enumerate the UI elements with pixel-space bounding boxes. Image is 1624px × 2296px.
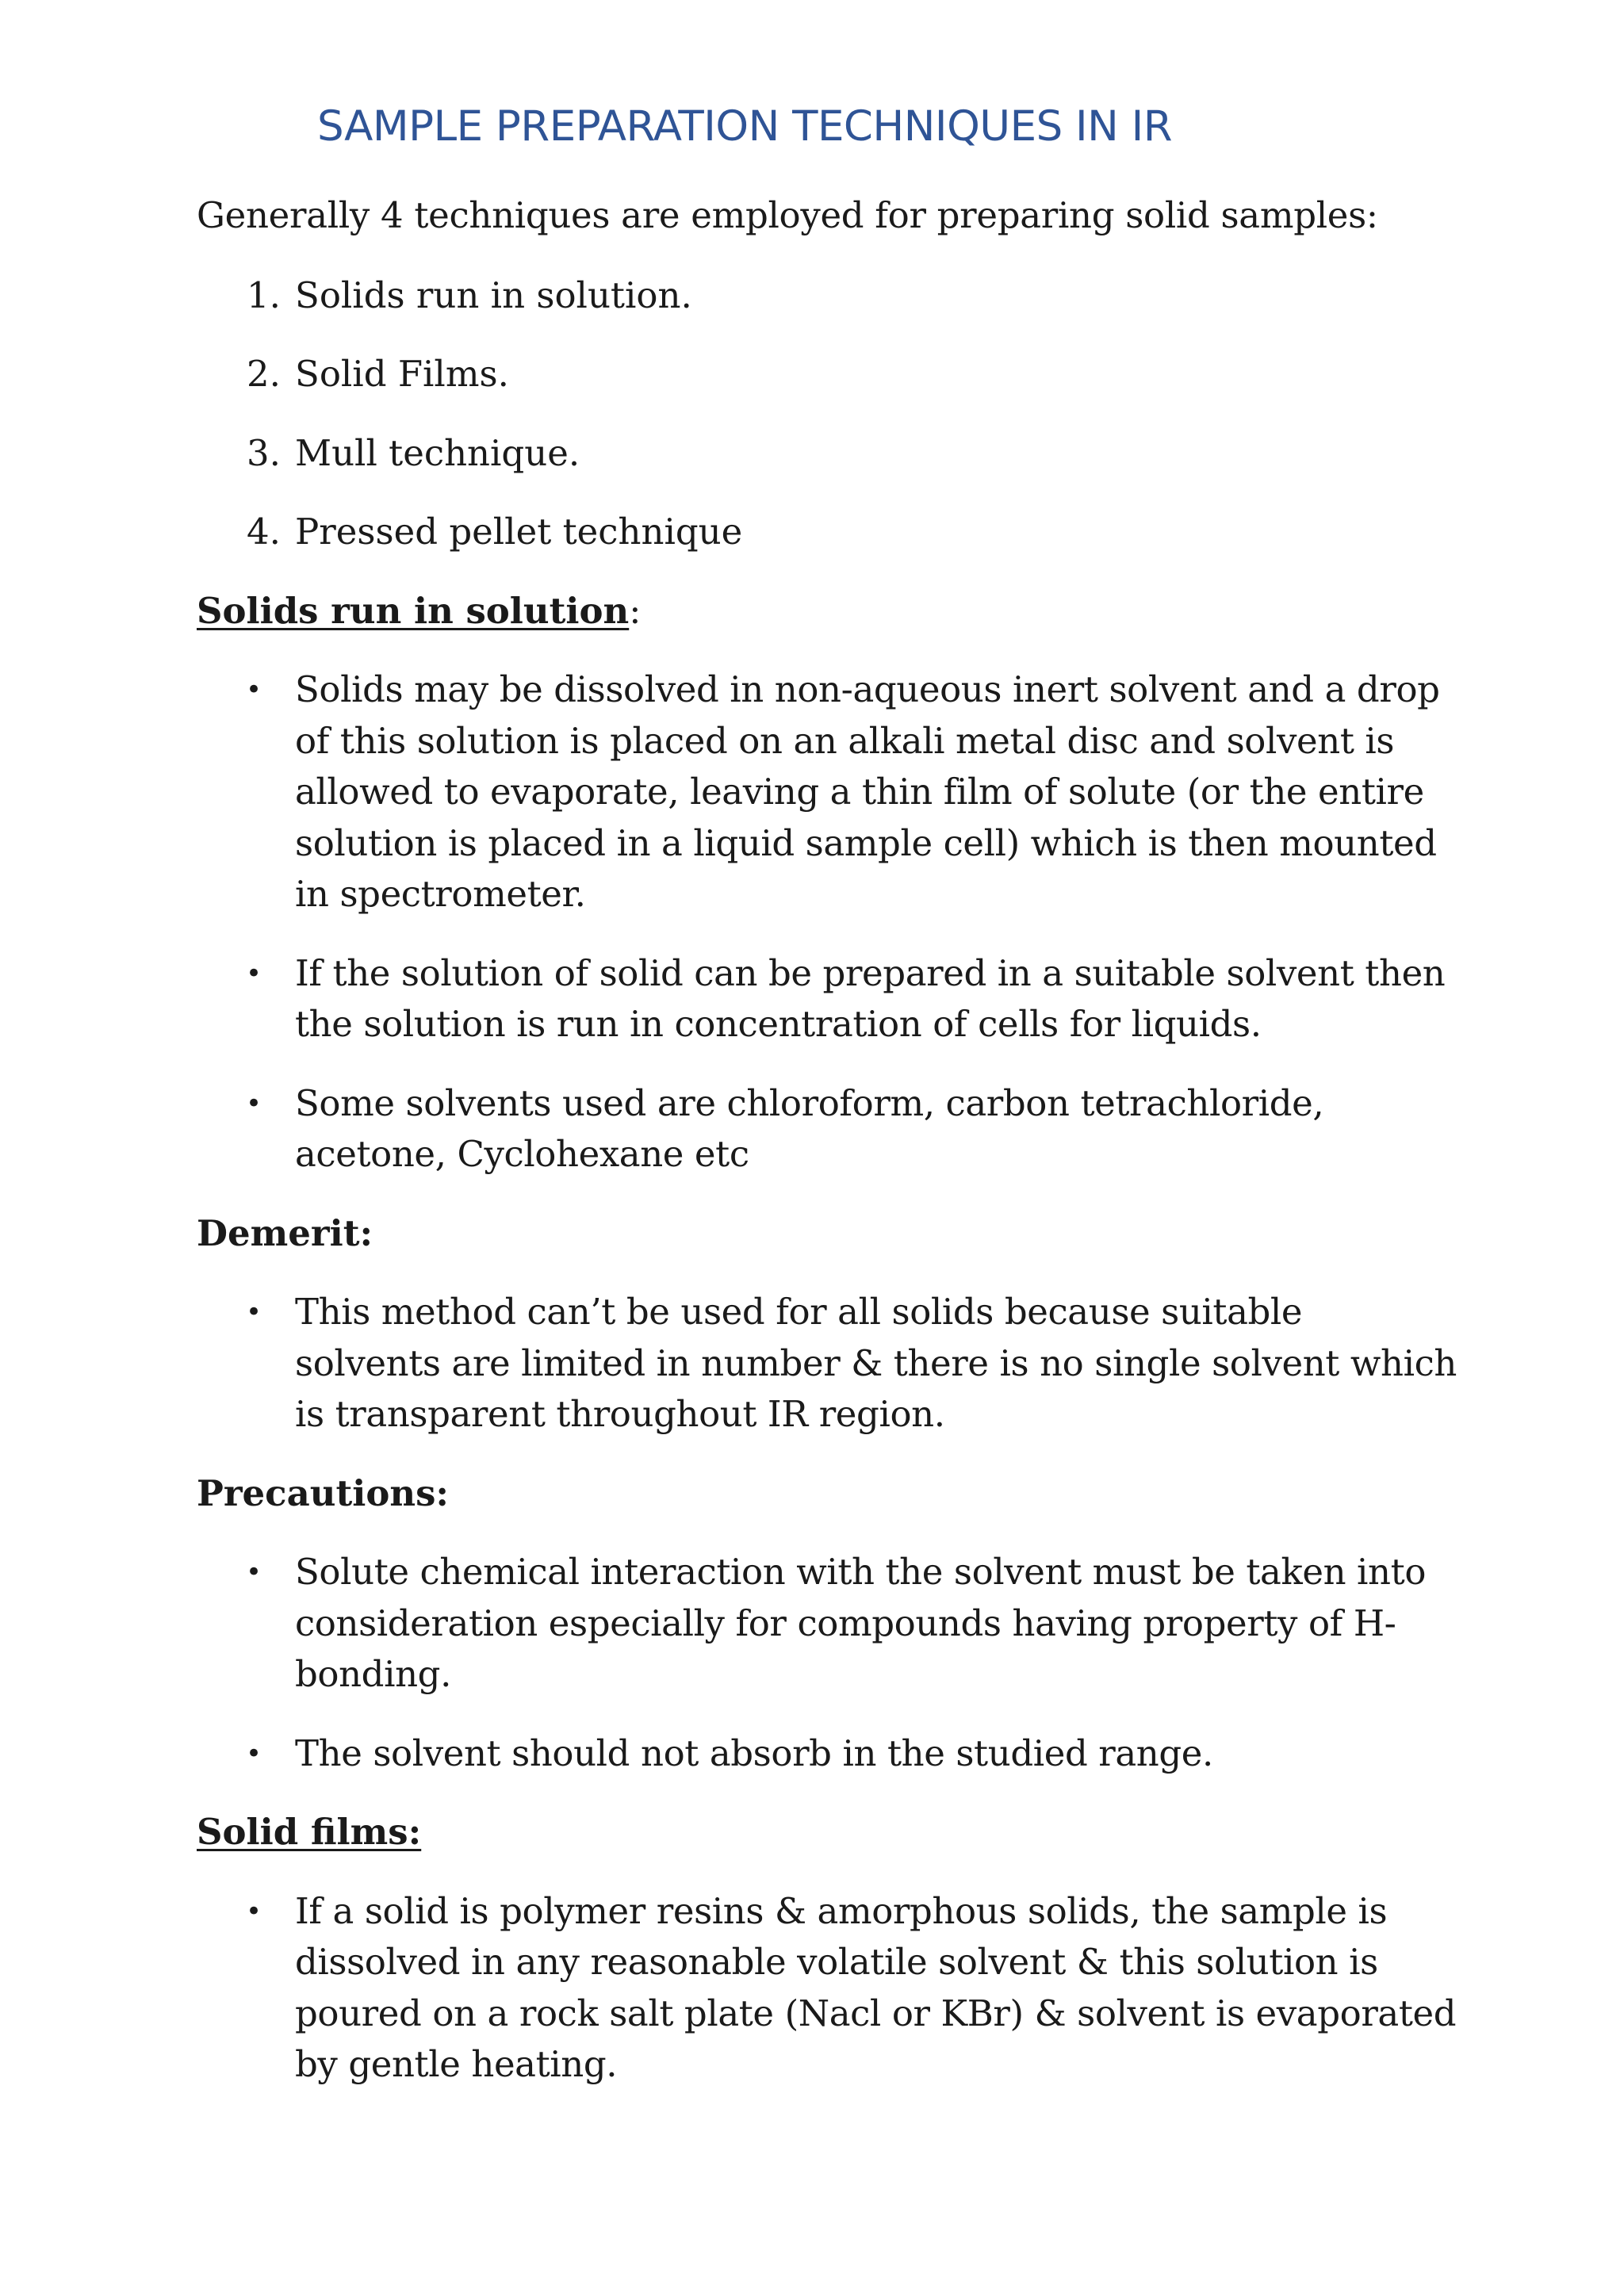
bullet-item [197,948,1457,1050]
section-heading-solids-in-solution [197,586,1457,637]
list-number: 1. [247,274,281,316]
bullet-text: If a solid is polymer resins & amorphous solids, the sample is dissolved in any reasonable volatile solvent & this solution is poured on a rock salt plate (Nacl or KBr) & solvent is evaporated by gentle heating. [295,1889,1457,2085]
bullet-item [197,1728,1457,1780]
heading-underlined-text: Solid films: [197,1811,422,1853]
list-item-text: Solids run in solution. [295,274,692,316]
bullet-icon: • [246,1556,262,1588]
intro-paragraph: Generally 4 techniques are employed for preparing solid samples: [197,194,1378,236]
bullet-item [197,1547,1457,1701]
list-item [197,270,1457,322]
list-item-text: Pressed pellet technique [295,511,743,553]
list-item-text: Solid Films. [295,353,509,395]
solids-in-solution-bullets [197,664,1457,1181]
bullet-icon: • [246,674,262,706]
bullet-item [197,1078,1457,1181]
bullet-icon: • [246,1296,262,1328]
precautions-bullets [197,1547,1457,1779]
list-number: 3. [247,431,281,474]
page-title: SAMPLE PREPARATION TECHNIQUES IN IR [317,102,1173,151]
list-item [197,349,1457,400]
list-item [197,428,1457,480]
bullet-text: Solids may be dissolved in non-aqueous inert solvent and a drop of this solution is placed on an alkali metal disc and solvent is allowed to evaporate, leaving a thin film of solute (or the entire solution is placed in a liquid sample cell) which is then mounted in spectrometer. [295,668,1440,915]
techniques-list [197,270,1457,558]
section-heading-demerit: Demerit: [197,1211,373,1254]
heading-underlined-text: Solids run in solution [197,589,630,632]
section-heading-solid-films [197,1807,1457,1858]
bullet-text: Some solvents used are chloroform, carbon tetrachloride, acetone, Cyclohexane etc [295,1081,1324,1175]
bullet-item [197,664,1457,920]
list-item-text: Mull technique. [295,431,580,474]
heading-suffix: : [629,589,642,632]
list-number: 4. [247,511,281,553]
solid-films-bullets [197,1886,1457,2091]
bullet-item [197,1886,1457,2091]
bullet-text: Solute chemical interaction with the solvent must be taken into consideration especially for compounds having property of H-bonding. [295,1551,1427,1695]
bullet-icon: • [246,957,262,989]
document-body [197,190,1457,2118]
list-item [197,507,1457,558]
bullet-icon: • [246,1737,262,1770]
bullet-icon: • [246,1895,262,1927]
demerit-bullets [197,1287,1457,1441]
bullet-text: This method can’t be used for all solids because suitable solvents are limited in number & there is no single solvent which is transparent throughout IR region. [295,1291,1457,1435]
bullet-icon: • [246,1087,262,1119]
bullet-text: If the solution of solid can be prepared in a suitable solvent then the solution is run in concentration of cells for liquids. [295,951,1446,1045]
section-heading-precautions: Precautions: [197,1471,450,1514]
list-number: 2. [247,353,281,395]
bullet-item [197,1287,1457,1441]
bullet-text: The solvent should not absorb in the studied range. [295,1732,1213,1774]
